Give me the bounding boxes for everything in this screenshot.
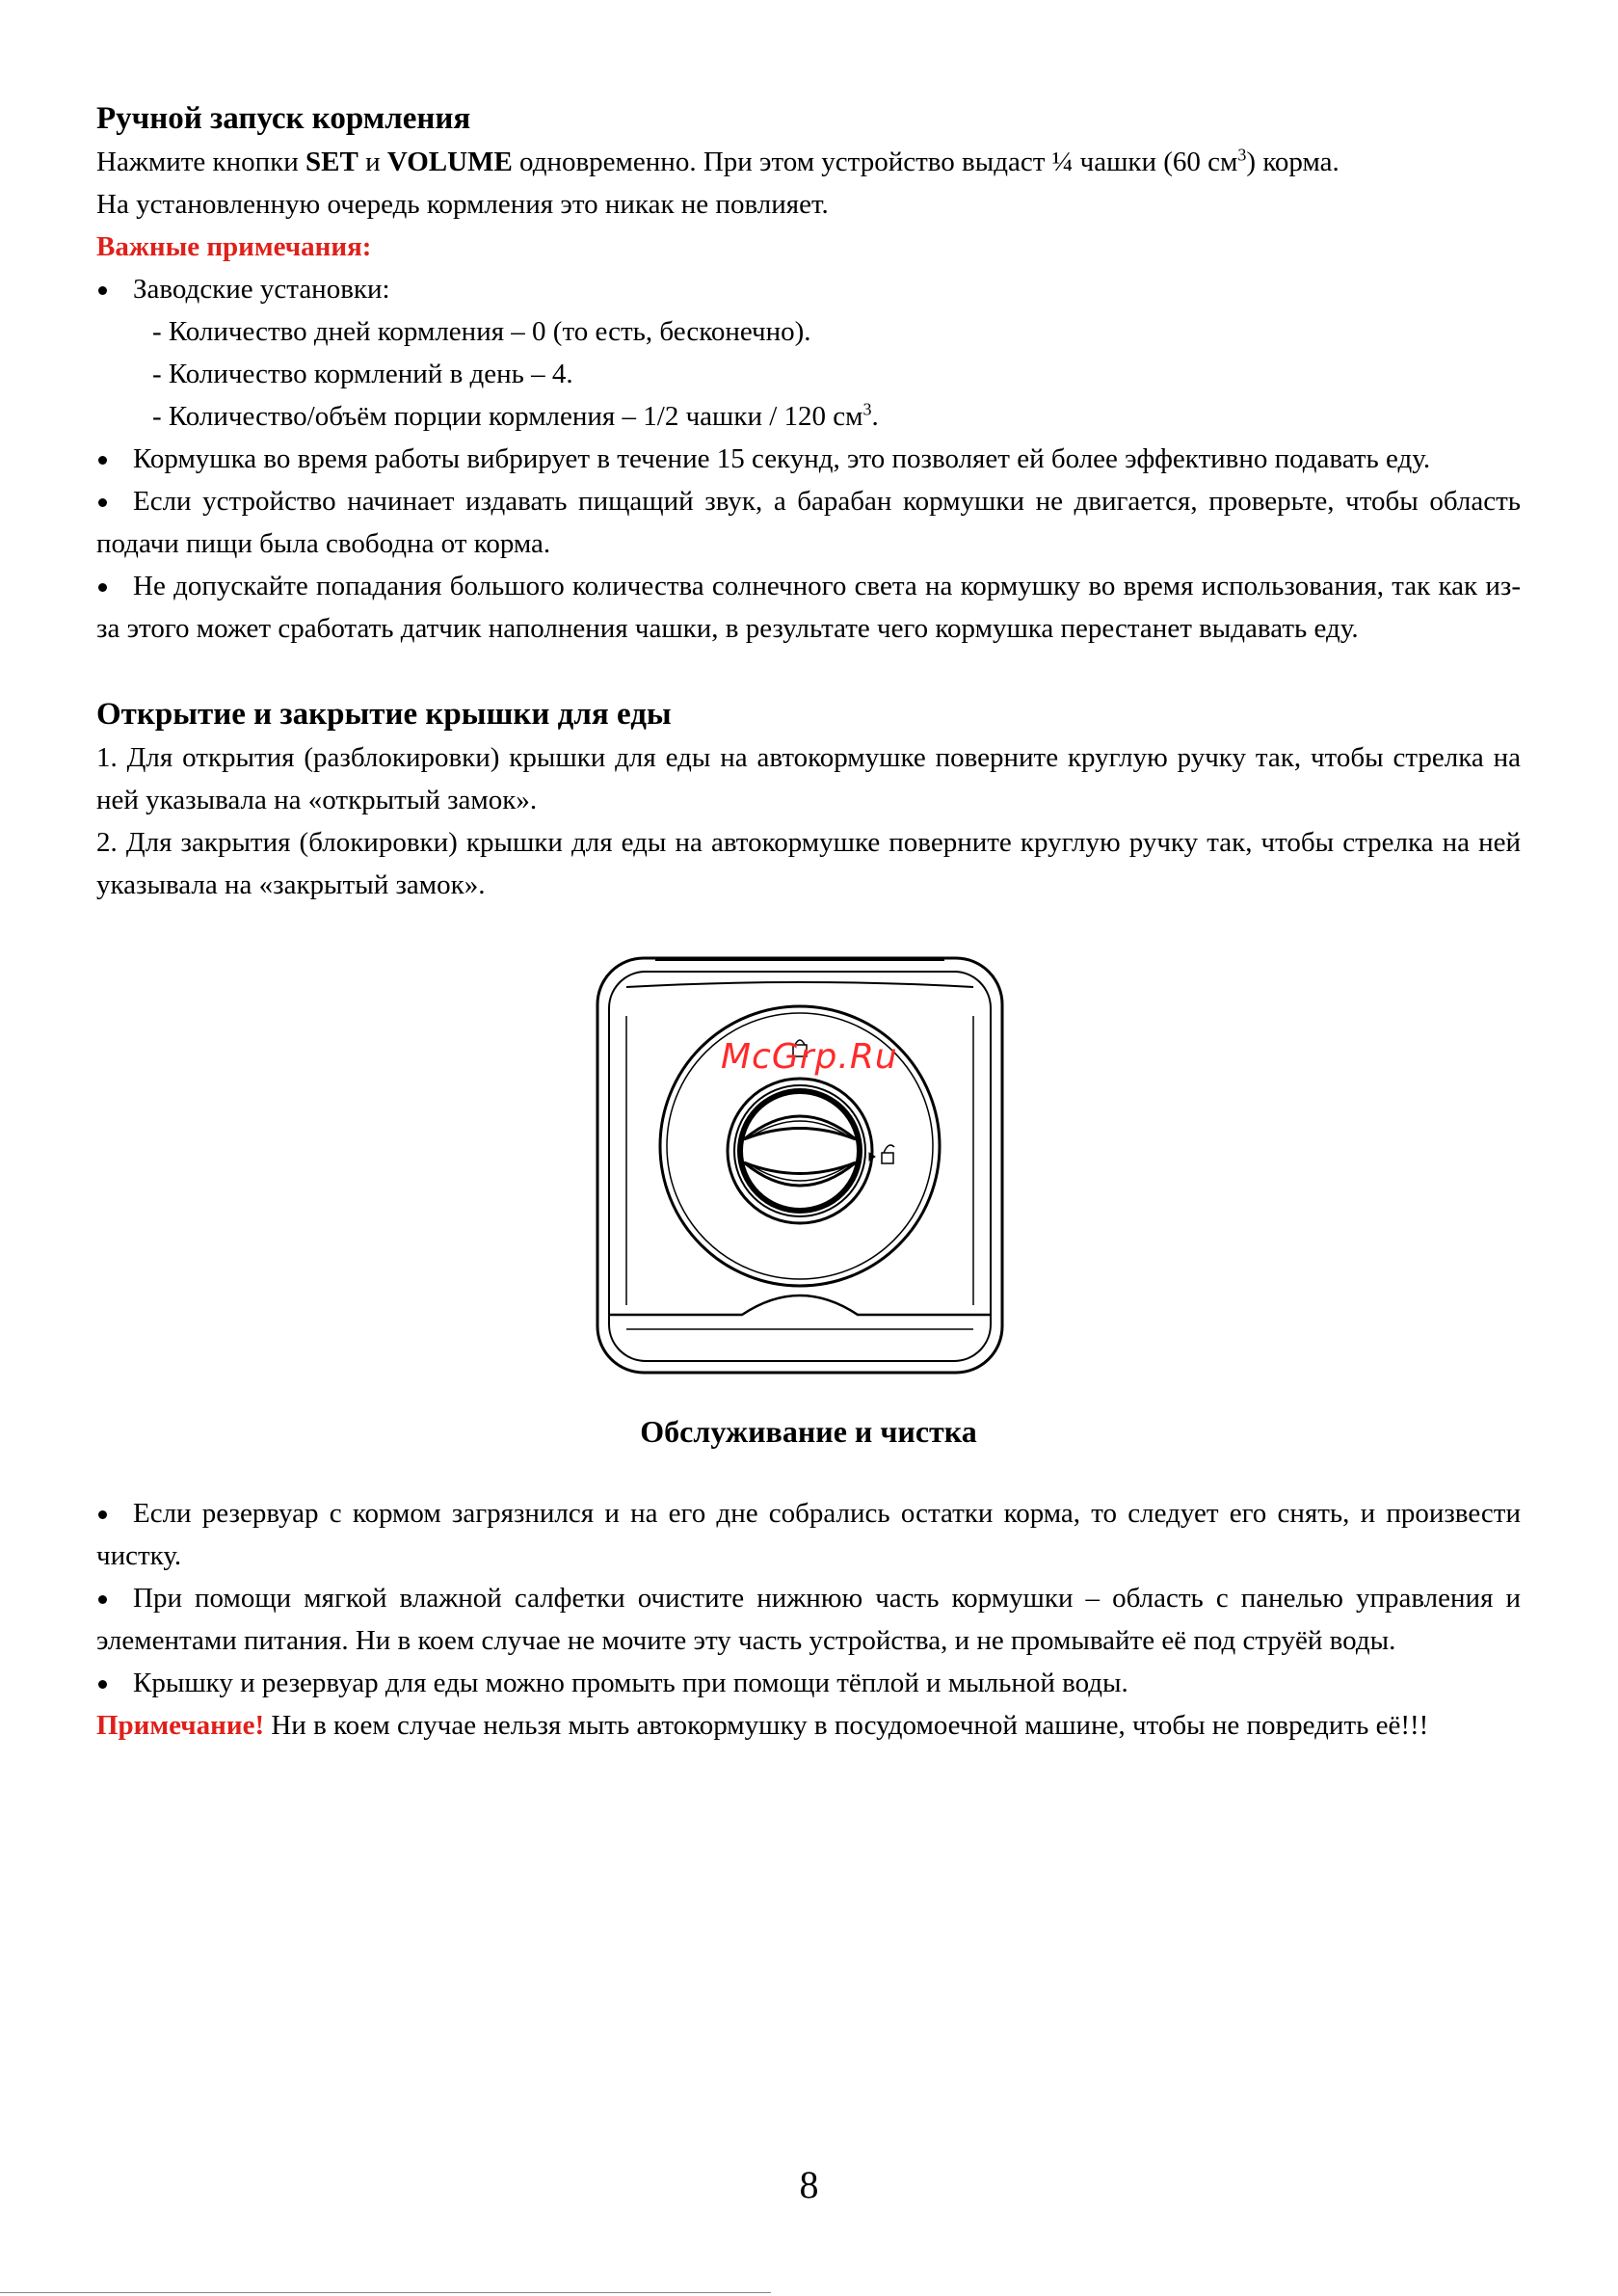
- section-title-manual-feeding: Ручной запуск кормления: [96, 101, 471, 136]
- volume-key-label: VOLUME: [386, 147, 513, 177]
- bullet-beeping: Если устройство начинает издавать пищащий звук, а барабан кормушки не двигается, проверьте, чтобы область подачи пищи была свободна от корма.: [96, 480, 1521, 565]
- section-title-lid: Открытие и закрытие крышки для еды: [96, 697, 672, 732]
- manual-feeding-line1: Нажмите кнопки SET и VOLUME одновременно. При этом устройство выдаст ¼ чашки (60 $см^3$) корма.: [96, 145, 1339, 177]
- factory-setting-days: - Количество дней кормления – 0 (то есть, бесконечно).: [152, 316, 811, 347]
- set-key-label: SET: [305, 147, 358, 177]
- bullet-reservoir-cleaning: Если резервуар с кормом загрязнился и на его дне собрались остатки корма, то следует его снять, и произвести чистку.: [96, 1492, 1521, 1577]
- manual-feeding-line2: На установленную очередь кормления это никак не повлияет.: [96, 189, 829, 220]
- feeder-drawing: [588, 948, 1012, 1382]
- lid-step-close: 2. Для закрытия (блокировки) крышки для еды на автокормушке поверните круглую ручку так, чтобы стрелка на ней указывала на «закрытый замок».: [96, 827, 1521, 900]
- bullet-wash-lid: Крышку и резервуар для еды можно промыть при помощи тёплой и мыльной воды.: [96, 1662, 1521, 1704]
- lid-step-open: 1. Для открытия (разблокировки) крышки для еды на автокормушке поверните круглую ручку так, чтобы стрелка на ней указывала на «открытый замок».: [96, 742, 1521, 815]
- bullet-sunlight: Не допускайте попадания большого количества солнечного света на кормушку во время использования, так как из-за этого может сработать датчик наполнения чашки, в результате чего кормушка перестанет выдавать еду.: [96, 565, 1521, 650]
- bullet-factory-settings: Заводские установки:: [96, 268, 1521, 310]
- document-page: [96, 96, 1521, 1747]
- bullet-wipe-base: При помощи мягкой влажной салфетки очистите нижнюю часть кормушки – область с панелью управления и элементами питания. Ни в коем случае не мочите эту часть устройства, и не промывайте её под струёй воды.: [96, 1577, 1521, 1662]
- page-number: 8: [799, 2163, 819, 2206]
- maintenance-note: Примечание! Ни в коем случае нельзя мыть автокормушку в посудомоечной машине, чтобы не повредить её!!!: [96, 1710, 1429, 1741]
- watermark-text: McGrp.Ru: [721, 1037, 898, 1077]
- feeder-lid-figure: [96, 948, 1521, 1402]
- factory-setting-feedings: - Количество кормлений в день – 4.: [152, 359, 573, 389]
- section-title-maintenance: Обслуживание и чистка: [640, 1414, 977, 1449]
- note-label: Примечание!: [96, 1710, 265, 1741]
- footer-rule: [0, 2292, 771, 2293]
- important-notes-title: Важные примечания:: [96, 231, 372, 262]
- bullet-vibration: Кормушка во время работы вибрирует в течение 15 секунд, это позволяет ей более эффективно подавать еду.: [96, 438, 1521, 480]
- factory-setting-portion: - Количество/объём порции кормления – 1/2 чашки / 120 $см^3$.: [152, 399, 879, 432]
